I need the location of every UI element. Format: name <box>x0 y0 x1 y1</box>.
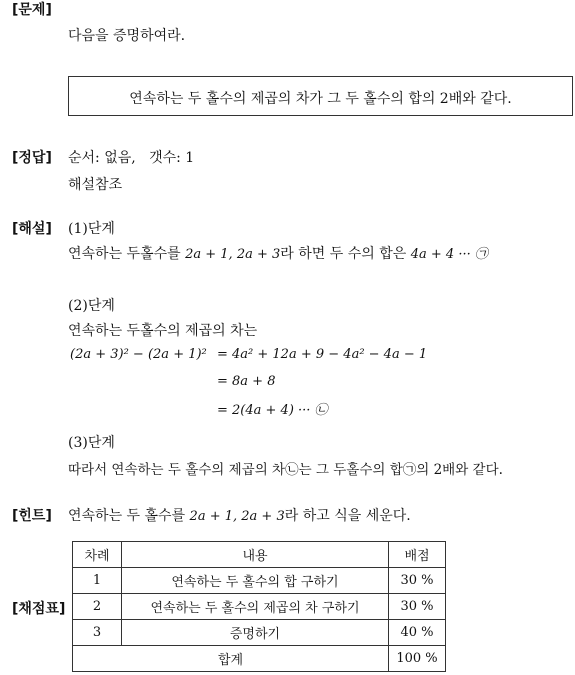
step1-expr-sum: 4a + 4 ··· ㉠ <box>410 247 488 262</box>
total-label: 합계 <box>73 646 389 672</box>
step2-eq3: = 2(4a + 4) ··· ㉡ <box>217 403 328 418</box>
table-row <box>73 620 446 646</box>
explanation-label: [해설] <box>12 221 52 237</box>
step2-text: 연속하는 두홀수의 제곱의 차는 <box>68 323 258 339</box>
hint-line <box>68 505 411 525</box>
row-score: 40 % <box>389 620 446 646</box>
step2-eq1: = 4a² + 12a + 9 − 4a² − 4a − 1 <box>217 347 428 362</box>
grading-label: [채점표] <box>12 601 66 617</box>
problem-label: [문제] <box>12 2 52 18</box>
row-content: 증명하기 <box>122 620 389 646</box>
hint-expr: 2a + 1, 2a + 3 <box>189 509 285 524</box>
table-row <box>73 568 446 594</box>
problem-statement: 연속하는 두 홀수의 제곱의 차가 그 두 홀수의 합의 2배와 같다. <box>129 91 512 107</box>
grading-table <box>72 541 446 672</box>
step2-eq2: = 8a + 8 <box>217 374 276 389</box>
step2-lhs: (2a + 3)² − (2a + 1)² <box>70 347 207 362</box>
problem-statement-box <box>68 76 573 116</box>
row-score: 30 % <box>389 594 446 620</box>
row-content: 연속하는 두 홀수의 합 구하기 <box>122 568 389 594</box>
header-score: 배점 <box>389 542 446 568</box>
header-content: 내용 <box>122 542 389 568</box>
hint-text-a: 연속하는 두 홀수를 <box>68 508 186 524</box>
total-score: 100 % <box>389 646 446 672</box>
row-content: 연속하는 두 홀수의 제곱의 차 구하기 <box>122 594 389 620</box>
step1-middle-text: 라 하면 두 수의 합은 <box>280 246 407 262</box>
table-total-row <box>73 646 446 672</box>
row-number: 3 <box>73 620 122 646</box>
answer-label: [정답] <box>12 150 52 166</box>
step1-line <box>68 243 488 263</box>
row-number: 2 <box>73 594 122 620</box>
step3-title: (3)단계 <box>68 435 115 451</box>
table-row <box>73 594 446 620</box>
table-header-row <box>73 542 446 568</box>
answer-order-count: 순서: 없음, 갯수: 1 <box>68 150 195 166</box>
step3-text: 따라서 연속하는 두 홀수의 제곱의 차㉡는 그 두홀수의 합㉠의 2배와 같다. <box>68 462 503 478</box>
hint-label: [힌트] <box>12 508 52 524</box>
row-score: 30 % <box>389 568 446 594</box>
step1-text: 연속하는 두홀수를 <box>68 246 181 262</box>
hint-text-b: 라 하고 식을 세운다. <box>284 508 411 524</box>
step1-expr-odd-numbers: 2a + 1, 2a + 3 <box>185 247 281 262</box>
step2-title: (2)단계 <box>68 298 115 314</box>
row-number: 1 <box>73 568 122 594</box>
step1-title: (1)단계 <box>68 221 115 237</box>
problem-instruction: 다음을 증명하여라. <box>68 28 186 44</box>
header-order: 차례 <box>73 542 122 568</box>
answer-see-explanation: 해설참조 <box>68 177 123 193</box>
